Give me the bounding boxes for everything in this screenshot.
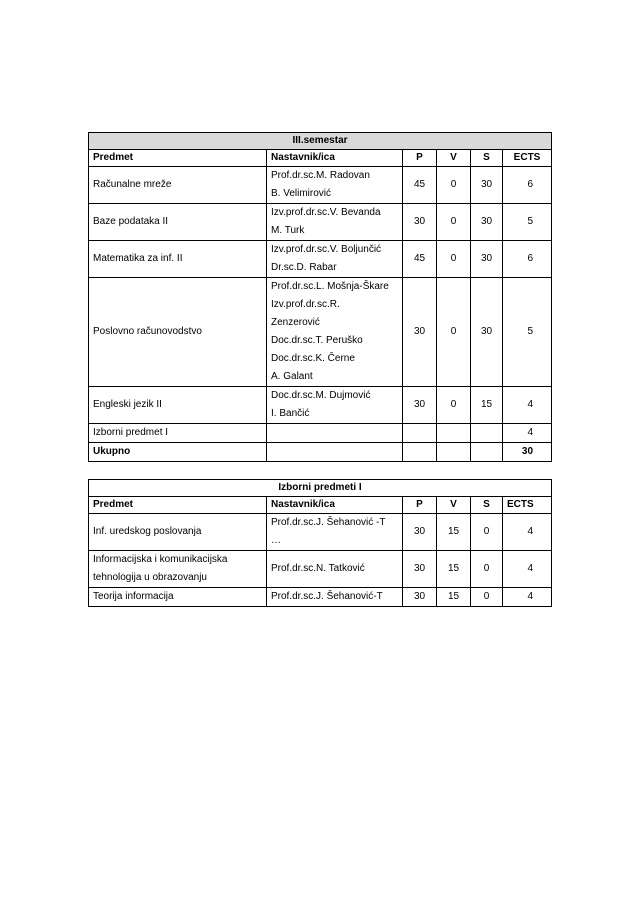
total-s [471,443,503,462]
teacher-cell [267,387,403,424]
table-row [89,551,552,588]
ects-cell: 4 [503,387,552,424]
total-teacher [267,443,403,462]
table-row [89,278,552,387]
table-row [89,167,552,204]
total-row [89,443,552,462]
table-row [89,514,552,551]
v-cell: 15 [437,551,471,588]
elective-ects: 4 [503,424,552,443]
p-cell: 30 [403,588,437,607]
p-cell: 45 [403,241,437,278]
header-v: V [437,497,471,514]
subject-cell: Računalne mreže [89,167,267,204]
p-cell: 30 [403,387,437,424]
teacher-cell-line: Doc.dr.sc.K. Černe [271,353,355,364]
subject-cell-line: Inf. uredskog poslovanja [93,526,202,537]
teacher-cell-line: Doc.dr.sc.T. Peruško [271,335,363,346]
elective-teacher [267,424,403,443]
p-cell: 30 [403,514,437,551]
s-cell: 30 [471,167,503,204]
header-s: S [471,150,503,167]
v-cell: 15 [437,588,471,607]
teacher-cell-line: M. Turk [271,225,305,236]
ects-cell: 6 [503,167,552,204]
p-cell: 30 [403,278,437,387]
header-subject: Predmet [89,497,267,514]
subject-cell [89,514,267,551]
electives-rows [89,514,552,607]
elective-row [89,424,552,443]
teacher-cell-line: A. Galant [271,371,313,382]
v-cell: 0 [437,387,471,424]
subject-cell-line: Informacijska i komunikacijska [93,554,228,565]
total-p [403,443,437,462]
subject-cell: Matematika za inf. II [89,241,267,278]
elective-p [403,424,437,443]
table-row [89,588,552,607]
s-cell: 15 [471,387,503,424]
s-cell: 30 [471,278,503,387]
header-teacher: Nastavnik/ica [267,497,403,514]
table-header-row [89,497,552,514]
v-cell: 0 [437,204,471,241]
table-row [89,387,552,424]
subject-cell [89,588,267,607]
subject-cell-line: tehnologija u obrazovanju [93,572,207,583]
ects-cell: 4 [503,514,552,551]
v-cell: 0 [437,278,471,387]
teacher-cell-line: Prof.dr.sc.M. Radovan [271,170,370,181]
electives-title: Izborni predmeti I [89,480,552,497]
p-cell: 45 [403,167,437,204]
p-cell: 30 [403,204,437,241]
teacher-cell-line: Izv.prof.dr.sc.V. Boljunčić [271,244,382,255]
teacher-cell-line: Izv.prof.dr.sc.R. [271,299,340,310]
header-ects: ECTS [503,497,552,514]
teacher-cell-line: Prof.dr.sc.J. Šehanović-T [271,591,383,602]
teacher-cell-line: I. Bančić [271,408,310,419]
subject-cell: Baze podataka II [89,204,267,241]
electives-table [88,479,552,607]
teacher-cell-line: … [271,535,281,546]
teacher-cell [267,241,403,278]
teacher-cell [267,514,403,551]
v-cell: 15 [437,514,471,551]
p-cell: 30 [403,551,437,588]
teacher-cell [267,167,403,204]
teacher-cell [267,551,403,588]
teacher-cell [267,204,403,241]
elective-s [471,424,503,443]
ects-cell: 4 [503,588,552,607]
header-ects: ECTS [503,150,552,167]
teacher-cell-line: Prof.dr.sc.N. Tatković [271,563,365,574]
teacher-cell-line: Izv.prof.dr.sc.V. Bevanda [271,207,381,218]
header-s: S [471,497,503,514]
teacher-cell [267,278,403,387]
total-ects: 30 [503,443,552,462]
v-cell: 0 [437,241,471,278]
teacher-cell-line: Doc.dr.sc.M. Dujmović [271,390,371,401]
subject-cell: Poslovno računovodstvo [89,278,267,387]
teacher-cell-line: B. Velimirović [271,188,332,199]
total-v [437,443,471,462]
ects-cell: 4 [503,551,552,588]
s-cell: 0 [471,588,503,607]
s-cell: 30 [471,241,503,278]
table-row [89,241,552,278]
ects-cell: 6 [503,241,552,278]
teacher-cell-line: Prof.dr.sc.L. Mošnja-Škare [271,281,389,292]
header-v: V [437,150,471,167]
header-p: P [403,497,437,514]
subject-cell [89,551,267,588]
subject-cell-line: Teorija informacija [93,591,174,602]
ects-cell: 5 [503,278,552,387]
elective-v [437,424,471,443]
semester-table [88,132,552,462]
teacher-cell-line: Dr.sc.D. Rabar [271,262,337,273]
total-label: Ukupno [89,443,267,462]
v-cell: 0 [437,167,471,204]
s-cell: 0 [471,514,503,551]
semester-title: III.semestar [89,133,552,150]
teacher-cell-line: Zenzerović [271,317,320,328]
header-p: P [403,150,437,167]
s-cell: 0 [471,551,503,588]
subject-cell: Engleski jezik II [89,387,267,424]
header-subject: Predmet [89,150,267,167]
teacher-cell [267,588,403,607]
header-teacher: Nastavnik/ica [267,150,403,167]
s-cell: 30 [471,204,503,241]
ects-cell: 5 [503,204,552,241]
table-header-row [89,150,552,167]
table-row [89,204,552,241]
elective-subject: Izborni predmet I [89,424,267,443]
semester-rows [89,167,552,424]
teacher-cell-line: Prof.dr.sc.J. Šehanović -T [271,517,386,528]
